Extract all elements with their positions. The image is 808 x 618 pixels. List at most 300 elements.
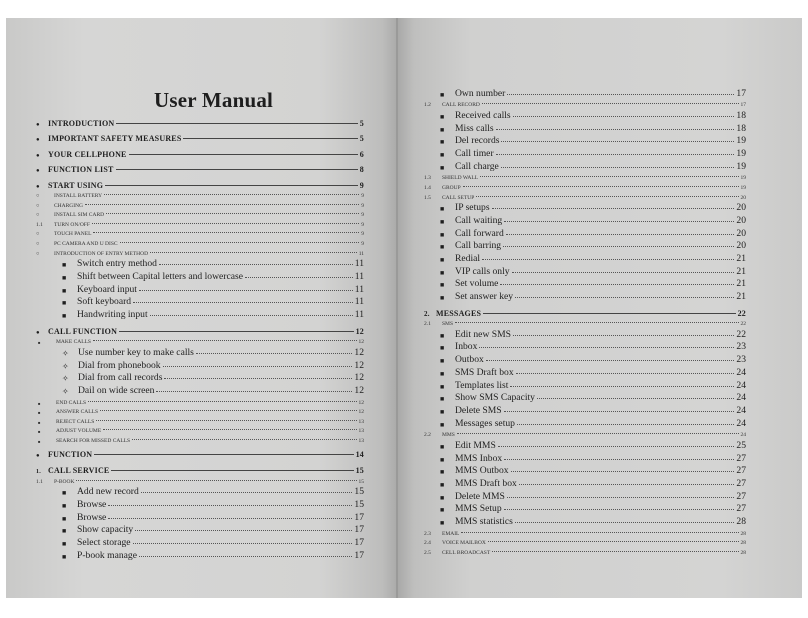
toc-label: Use number key to make calls: [78, 346, 194, 358]
toc-leader-dots: [476, 196, 738, 197]
toc-leader-dots: [483, 313, 735, 314]
toc-leader-dots: [111, 470, 353, 471]
toc-page-number: 27: [736, 503, 746, 515]
toc-leader-dots: [100, 410, 356, 411]
toc-entry: [398, 146, 802, 159]
toc-entry: [6, 282, 398, 295]
toc-page-number: 15: [354, 486, 364, 498]
right-toc: [398, 86, 802, 556]
toc-entry: [6, 548, 398, 561]
toc-leader-dots: [93, 340, 357, 341]
toc-leader-dots: [129, 154, 358, 155]
toc-marker: ■: [440, 281, 445, 290]
toc-marker: ●: [36, 168, 40, 174]
toc-leader-dots: [119, 331, 354, 332]
toc-entry: [398, 277, 802, 290]
toc-marker: ■: [62, 552, 67, 561]
toc-leader-dots: [135, 530, 352, 531]
toc-marker: ■: [440, 138, 445, 147]
toc-page-number: 20: [736, 202, 746, 214]
toc-page-number: 28: [740, 540, 746, 547]
toc-page-number: 21: [736, 291, 746, 302]
toc-entry: [6, 425, 398, 435]
toc-label: END CALLS: [56, 399, 87, 406]
toc-page-number: 12: [355, 326, 364, 336]
toc-label: PC CAMERA AND U DISC: [54, 241, 118, 248]
toc-entry: [6, 159, 398, 175]
toc-entry: [6, 497, 398, 510]
toc-page-number: 15: [358, 478, 364, 485]
toc-marker: ■: [440, 255, 445, 264]
toc-page-number: 12: [354, 346, 364, 358]
toc-label: START USING: [48, 180, 104, 190]
toc-label: Delete SMS: [455, 404, 502, 416]
toc-leader-dots: [457, 433, 739, 434]
toc-label: CALL SERVICE: [48, 465, 110, 475]
toc-entry: [6, 345, 398, 358]
toc-page-number: 18: [736, 122, 746, 134]
toc-entry: [6, 475, 398, 485]
toc-page-number: 19: [736, 135, 746, 147]
toc-label: VIP calls only: [455, 265, 510, 277]
toc-marker: ●: [36, 152, 40, 159]
toc-page-number: 12: [354, 384, 364, 396]
toc-entry: [6, 396, 398, 406]
toc-leader-dots: [150, 252, 357, 253]
toc-page-number: 24: [736, 392, 746, 404]
toc-marker: ■: [62, 501, 67, 510]
toc-marker: ■: [62, 299, 67, 308]
toc-label: MMS statistics: [455, 516, 513, 527]
toc-entry: [6, 174, 398, 190]
toc-entry: [6, 358, 398, 371]
toc-marker: 1.1: [36, 478, 43, 485]
toc-marker: ■: [440, 268, 445, 277]
toc-entry: [6, 459, 398, 475]
toc-entry: [398, 527, 802, 537]
toc-label: Edit MMS: [455, 439, 496, 451]
toc-page-number: 9: [361, 202, 364, 209]
toc-leader-dots: [479, 347, 734, 348]
toc-label: TOUCH PANEL: [54, 231, 92, 238]
toc-leader-dots: [133, 302, 353, 303]
toc-page-number: 11: [354, 271, 364, 283]
toc-leader-dots: [513, 335, 734, 336]
toc-page-number: 21: [736, 265, 746, 277]
toc-label: CHARGING: [54, 202, 84, 209]
toc-entry: [6, 257, 398, 270]
toc-entry: [398, 239, 802, 252]
toc-marker: ■: [38, 419, 41, 425]
toc-marker: ●: [36, 329, 40, 336]
toc-entry: [6, 383, 398, 396]
toc-leader-dots: [507, 497, 735, 498]
toc-label: Handwriting input: [77, 309, 148, 321]
toc-entry: [398, 464, 802, 477]
toc-page-number: 22: [740, 321, 746, 328]
toc-entry: [398, 108, 802, 121]
toc-label: CALL FUNCTION: [48, 326, 118, 336]
page-bottom-margin: [0, 598, 808, 618]
toc-leader-dots: [141, 492, 353, 493]
toc-page-number: 19: [736, 160, 746, 172]
toc-leader-dots: [510, 386, 734, 387]
toc-marker: ■: [440, 125, 445, 134]
toc-entry: [398, 489, 802, 502]
toc-label: SEARCH FOR MISSED CALLS: [56, 437, 131, 444]
toc-marker: ✧: [62, 374, 69, 384]
toc-entry: [398, 340, 802, 353]
toc-entry: [398, 86, 802, 99]
toc-label: Call waiting: [455, 214, 503, 226]
toc-leader-dots: [503, 246, 734, 247]
toc-page-number: 9: [361, 212, 364, 219]
toc-leader-dots: [488, 541, 739, 542]
toc-leader-dots: [496, 129, 735, 130]
toc-marker: ✧: [62, 386, 69, 396]
toc-page-number: 23: [736, 341, 746, 353]
toc-marker: ○: [36, 193, 40, 200]
toc-label: FUNCTION: [48, 450, 93, 460]
toc-marker: ○: [36, 202, 40, 209]
toc-entry: [398, 451, 802, 464]
toc-marker: ■: [440, 331, 445, 340]
toc-entry: [398, 352, 802, 365]
toc-marker: ■: [440, 382, 445, 391]
toc-label: INTRODUCTION: [48, 118, 115, 128]
toc-leader-dots: [245, 277, 353, 278]
toc-page-number: 28: [740, 530, 746, 537]
toc-entry: [398, 201, 802, 214]
toc-marker: ■: [440, 90, 445, 99]
toc-marker: ●: [36, 183, 40, 190]
toc-leader-dots: [103, 429, 356, 430]
toc-page-number: 12: [358, 339, 364, 346]
toc-label: MMS Outbox: [455, 465, 509, 477]
toc-marker: ■: [440, 442, 445, 451]
toc-entry: [6, 128, 398, 144]
toc-marker: ■: [440, 230, 445, 239]
toc-leader-dots: [504, 459, 734, 460]
toc-marker: ■: [38, 340, 41, 346]
toc-entry: [6, 523, 398, 536]
toc-entry: [398, 251, 802, 264]
toc-leader-dots: [463, 186, 739, 187]
toc-entry: [398, 264, 802, 277]
toc-label: SHIELD WALL: [442, 175, 479, 182]
toc-leader-dots: [504, 411, 735, 412]
toc-entry: [398, 134, 802, 147]
toc-marker: 2.4: [424, 540, 431, 547]
toc-label: Miss calls: [455, 122, 494, 134]
toc-marker: ✧: [62, 348, 69, 358]
toc-leader-dots: [88, 401, 356, 402]
toc-label: Inbox: [455, 341, 478, 353]
toc-label: Edit new SMS: [455, 328, 511, 340]
toc-label: Soft keyboard: [77, 296, 132, 308]
toc-page-number: 9: [359, 180, 364, 190]
toc-page-number: 11: [354, 296, 364, 308]
toc-marker: ●: [36, 121, 40, 128]
toc-label: Dial from phonebook: [78, 359, 161, 371]
toc-leader-dots: [504, 221, 734, 222]
toc-page-number: 20: [740, 194, 746, 201]
toc-leader-dots: [92, 223, 359, 224]
toc-entry: [398, 416, 802, 429]
toc-page-number: 12: [358, 399, 364, 406]
toc-page-number: 6: [359, 149, 364, 159]
toc-page-number: 23: [736, 354, 746, 366]
toc-leader-dots: [108, 505, 352, 506]
toc-leader-dots: [93, 232, 359, 233]
toc-entry: [6, 535, 398, 548]
toc-marker: ■: [62, 489, 67, 498]
toc-entry: [6, 199, 398, 209]
toc-entry: [398, 514, 802, 527]
toc-marker: ■: [38, 429, 41, 435]
toc-label: INSTALL SIM CARD: [54, 212, 105, 219]
toc-page-number: 24: [736, 404, 746, 416]
toc-marker: ■: [38, 438, 41, 444]
toc-marker: ■: [440, 294, 445, 302]
toc-marker: ●: [36, 137, 40, 143]
toc-page-number: 8: [359, 165, 364, 174]
toc-label: Set answer key: [455, 291, 514, 302]
toc-entry: [6, 295, 398, 308]
toc-leader-dots: [156, 391, 352, 392]
toc-marker: 2.5: [424, 549, 431, 556]
toc-entry: [398, 318, 802, 328]
toc-marker: ■: [62, 286, 67, 295]
toc-entry: [6, 510, 398, 523]
toc-label: VOICE MAILBOX: [442, 540, 486, 547]
toc-label: Switch entry method: [77, 258, 157, 270]
toc-marker: ○: [36, 250, 40, 257]
toc-page-number: 9: [361, 231, 364, 238]
toc-page-number: 15: [355, 465, 364, 475]
toc-label: Del records: [455, 135, 500, 147]
toc-page-number: 28: [736, 516, 746, 527]
toc-marker: 2.: [424, 309, 430, 318]
toc-page-number: 12: [354, 372, 364, 384]
toc-page-number: 9: [361, 193, 364, 200]
toc-page-number: 20: [736, 240, 746, 252]
toc-marker: ■: [440, 369, 445, 378]
toc-label: P-BOOK: [54, 478, 75, 485]
toc-label: Browse: [77, 511, 107, 523]
toc-marker: ■: [440, 468, 445, 477]
toc-entry: [398, 99, 802, 109]
toc-marker: 1.4: [424, 184, 431, 191]
toc-label: CALL SETUP: [442, 194, 475, 201]
toc-page-number: 13: [358, 428, 364, 435]
toc-entry: [6, 237, 398, 247]
toc-entry: [6, 112, 398, 128]
toc-entry: [398, 302, 802, 318]
toc-page-number: 17: [354, 549, 364, 561]
toc-label: MMS Setup: [455, 503, 502, 515]
toc-marker: ■: [62, 527, 67, 536]
toc-leader-dots: [150, 315, 353, 316]
toc-entry: [6, 209, 398, 219]
toc-leader-dots: [517, 424, 734, 425]
toc-page-number: 11: [354, 309, 364, 321]
toc-page-number: 27: [736, 465, 746, 477]
toc-marker: 1.2: [424, 102, 431, 109]
toc-marker: ■: [440, 407, 445, 416]
toc-leader-dots: [104, 194, 359, 195]
toc-marker: ○: [36, 212, 40, 219]
toc-page-number: 20: [736, 214, 746, 226]
toc-leader-dots: [500, 284, 734, 285]
toc-page-number: 9: [361, 241, 364, 248]
toc-leader-dots: [498, 446, 735, 447]
toc-label: Call barring: [455, 240, 502, 252]
toc-leader-dots: [486, 360, 735, 361]
toc-page-number: 27: [736, 490, 746, 502]
left-toc: [6, 112, 398, 561]
toc-entry: [6, 336, 398, 346]
toc-marker: ■: [440, 395, 445, 404]
toc-entry: [398, 289, 802, 302]
toc-page-number: 13: [358, 418, 364, 425]
toc-marker: 1.3: [424, 175, 431, 182]
toc-page-number: 24: [740, 432, 746, 439]
toc-label: Select storage: [77, 536, 131, 548]
toc-label: INSTALL BATTERY: [54, 193, 103, 200]
toc-label: REJECT CALLS: [56, 418, 95, 425]
toc-label: Outbox: [455, 354, 484, 366]
toc-marker: 1.1: [36, 221, 43, 228]
toc-page-number: 21: [736, 278, 746, 290]
toc-page-number: 14: [355, 450, 364, 460]
toc-label: Received calls: [455, 109, 511, 121]
toc-page-number: 15: [354, 498, 364, 510]
toc-marker: ○: [36, 231, 40, 238]
toc-page-number: 11: [354, 283, 364, 295]
toc-marker: ✧: [62, 361, 69, 371]
toc-entry: [398, 365, 802, 378]
toc-leader-dots: [516, 373, 735, 374]
toc-label: Browse: [77, 498, 107, 510]
toc-entry: [398, 438, 802, 451]
toc-label: Dial from call records: [78, 372, 163, 384]
toc-leader-dots: [94, 454, 353, 455]
toc-entry: [398, 121, 802, 134]
toc-leader-dots: [506, 234, 735, 235]
toc-marker: 2.1: [424, 321, 431, 328]
toc-leader-dots: [163, 366, 353, 367]
toc-leader-dots: [513, 116, 735, 117]
toc-marker: ■: [62, 539, 67, 548]
toc-leader-dots: [515, 522, 735, 523]
toc-leader-dots: [480, 176, 738, 177]
toc-label: CELL BROADCAST: [442, 549, 491, 556]
toc-marker: ■: [440, 493, 445, 502]
toc-entry: [398, 403, 802, 416]
toc-page-number: 24: [736, 366, 746, 378]
toc-entry: [6, 228, 398, 238]
toc-marker: ■: [440, 112, 445, 121]
toc-entry: [398, 181, 802, 191]
toc-entry: [6, 485, 398, 498]
toc-page-number: 12: [358, 409, 364, 416]
toc-leader-dots: [133, 543, 353, 544]
toc-entry: [398, 537, 802, 547]
toc-leader-dots: [196, 353, 353, 354]
toc-leader-dots: [501, 141, 734, 142]
toc-leader-dots: [507, 94, 734, 95]
toc-marker: ■: [440, 357, 445, 366]
toc-entry: [6, 269, 398, 282]
toc-entry: [398, 226, 802, 239]
toc-entry: [398, 327, 802, 340]
toc-label: INTRODUCTION OF ENTRY METHOD: [54, 250, 149, 257]
toc-entry: [398, 476, 802, 489]
toc-page-number: 27: [736, 452, 746, 464]
toc-label: FUNCTION LIST: [48, 165, 114, 174]
toc-marker: ■: [440, 506, 445, 515]
toc-leader-dots: [159, 264, 353, 265]
toc-label: Call timer: [455, 148, 494, 160]
toc-marker: ■: [440, 217, 445, 226]
toc-page-number: 22: [737, 308, 746, 318]
toc-page-number: 17: [354, 511, 364, 523]
toc-leader-dots: [85, 204, 359, 205]
toc-label: SMS Draft box: [455, 366, 514, 378]
toc-marker: ■: [62, 514, 67, 523]
toc-page-number: 17: [740, 102, 746, 109]
toc-label: Set volume: [455, 278, 499, 290]
toc-leader-dots: [511, 471, 735, 472]
toc-page-number: 19: [740, 175, 746, 182]
toc-label: IP setups: [455, 202, 490, 214]
toc-label: CALL RECORD: [442, 102, 480, 109]
toc-marker: ■: [440, 420, 445, 429]
toc-leader-dots: [492, 208, 735, 209]
toc-entry: [6, 307, 398, 320]
toc-page-number: 9: [361, 221, 364, 228]
toc-leader-dots: [120, 242, 360, 243]
toc-label: Show SMS Capacity: [455, 392, 535, 404]
toc-leader-dots: [96, 420, 356, 421]
toc-leader-dots: [482, 259, 734, 260]
toc-page-number: 22: [736, 328, 746, 340]
toc-label: Delete MMS: [455, 490, 505, 502]
toc-marker: 2.3: [424, 530, 431, 537]
toc-page-number: 5: [359, 134, 364, 143]
toc-label: Show capacity: [77, 524, 134, 536]
toc-leader-dots: [139, 556, 352, 557]
toc-entry: [6, 143, 398, 159]
toc-entry: [398, 172, 802, 182]
toc-leader-dots: [496, 154, 735, 155]
toc-page-number: 28: [740, 549, 746, 556]
toc-page-number: 24: [736, 379, 746, 391]
toc-page-number: 18: [736, 109, 746, 121]
toc-page-number: 19: [736, 148, 746, 160]
toc-label: MAKE CALLS: [56, 339, 91, 346]
toc-entry: [398, 191, 802, 201]
toc-leader-dots: [519, 484, 735, 485]
toc-marker: ■: [62, 261, 67, 270]
toc-marker: ■: [440, 455, 445, 464]
toc-marker: 2.2: [424, 432, 431, 439]
toc-marker: ■: [440, 163, 445, 172]
toc-marker: ■: [440, 243, 445, 252]
toc-leader-dots: [108, 518, 352, 519]
toc-page-number: 17: [354, 536, 364, 548]
